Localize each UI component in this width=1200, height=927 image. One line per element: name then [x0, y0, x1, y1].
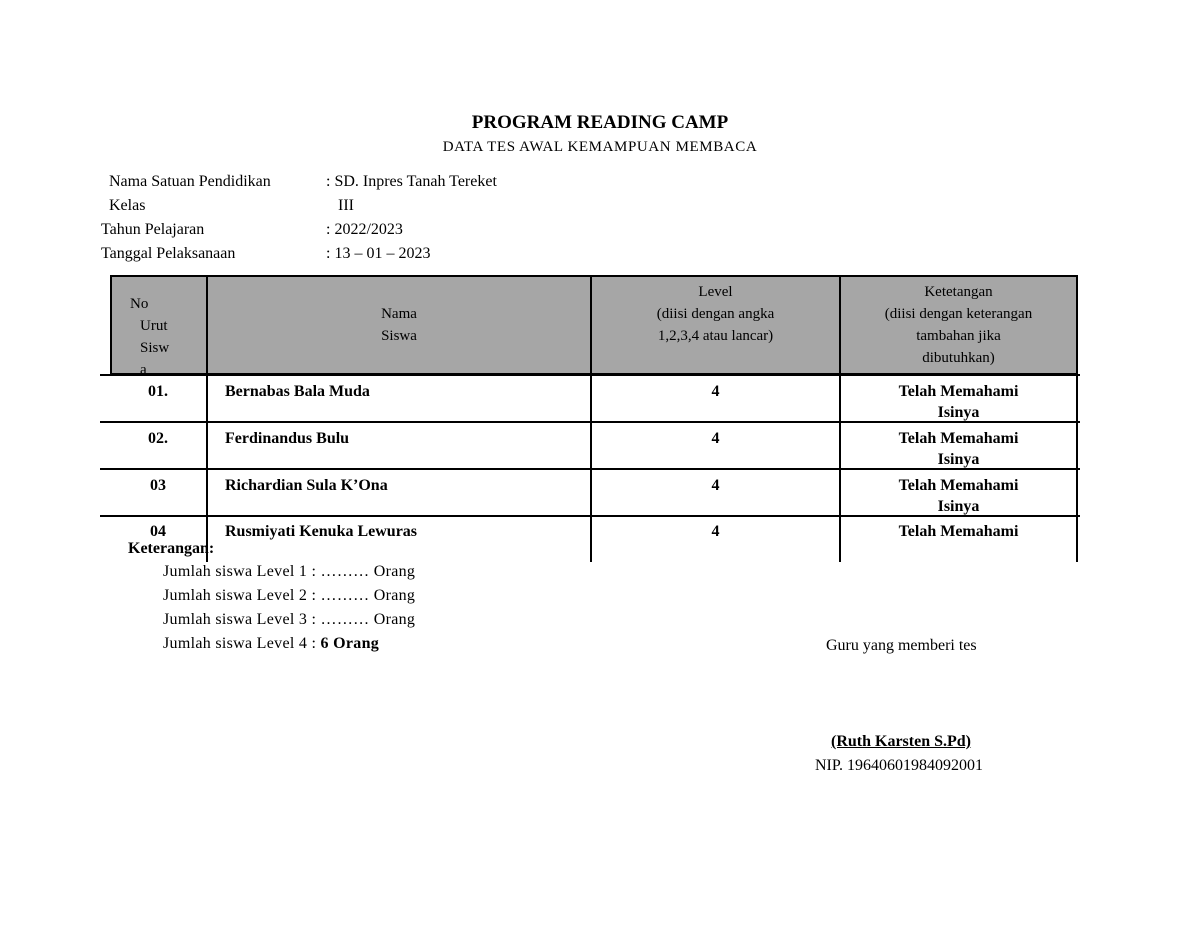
header-name: Nama Siswa: [381, 306, 417, 344]
date-value: : 13 – 01 – 2023: [326, 245, 431, 262]
row-note: Telah Memahami Isinya: [898, 430, 1019, 468]
signature-name: (Ruth Karsten S.Pd): [831, 733, 972, 750]
header-no: No Urut Sisw a: [130, 296, 170, 378]
school-value: : SD. Inpres Tanah Tereket: [326, 173, 497, 190]
row-name: Ferdinandus Bulu: [225, 430, 350, 447]
row-no: 01.: [148, 383, 168, 400]
header-level: Level (diisi dengan angka 1,2,3,4 atau lancar): [656, 284, 775, 344]
row-name: Rusmiyati Kenuka Lewuras: [225, 523, 418, 540]
row-level: 4: [711, 383, 720, 400]
class-label: Kelas: [109, 197, 146, 214]
row-note: Telah Memahami Isinya: [898, 477, 1019, 515]
notes-heading: Keterangan:: [128, 540, 215, 557]
row-name: Richardian Sula K’Ona: [225, 477, 388, 494]
level-count-line: Jumlah siswa Level 3 : ……… Orang: [163, 611, 416, 628]
row-note: Telah Memahami: [898, 523, 1019, 540]
school-label: Nama Satuan Pendidikan: [109, 173, 271, 190]
row-note: Telah Memahami Isinya: [898, 383, 1019, 421]
row-level: 4: [711, 477, 720, 494]
header-note: Ketetangan (diisi dengan keterangan tambahan jika dibutuhkan): [884, 284, 1033, 366]
class-value: III: [338, 197, 354, 214]
document-subtitle: DATA TES AWAL KEMAMPUAN MEMBACA: [442, 139, 758, 155]
level-count-line: Jumlah siswa Level 4 : 6 Orang: [163, 635, 380, 652]
year-label: Tahun Pelajaran: [101, 221, 205, 238]
column-divider: [1076, 275, 1078, 562]
document-title: PROGRAM READING CAMP: [471, 112, 729, 133]
row-divider: [100, 374, 1080, 376]
row-level: 4: [711, 430, 720, 447]
year-value: : 2022/2023: [326, 221, 403, 238]
row-no: 04: [150, 523, 166, 540]
row-name: Bernabas Bala Muda: [225, 383, 370, 400]
date-label: Tanggal Pelaksanaan: [101, 245, 236, 262]
row-no: 02.: [148, 430, 168, 447]
level-count-line: Jumlah siswa Level 1 : ……… Orang: [163, 563, 416, 580]
level-count-line: Jumlah siswa Level 2 : ……… Orang: [163, 587, 416, 604]
row-no: 03: [150, 477, 166, 494]
row-level: 4: [711, 523, 720, 540]
signature-role: Guru yang memberi tes: [826, 637, 977, 654]
signature-nip: NIP. 19640601984092001: [815, 757, 984, 774]
student-table: [100, 275, 1080, 562]
